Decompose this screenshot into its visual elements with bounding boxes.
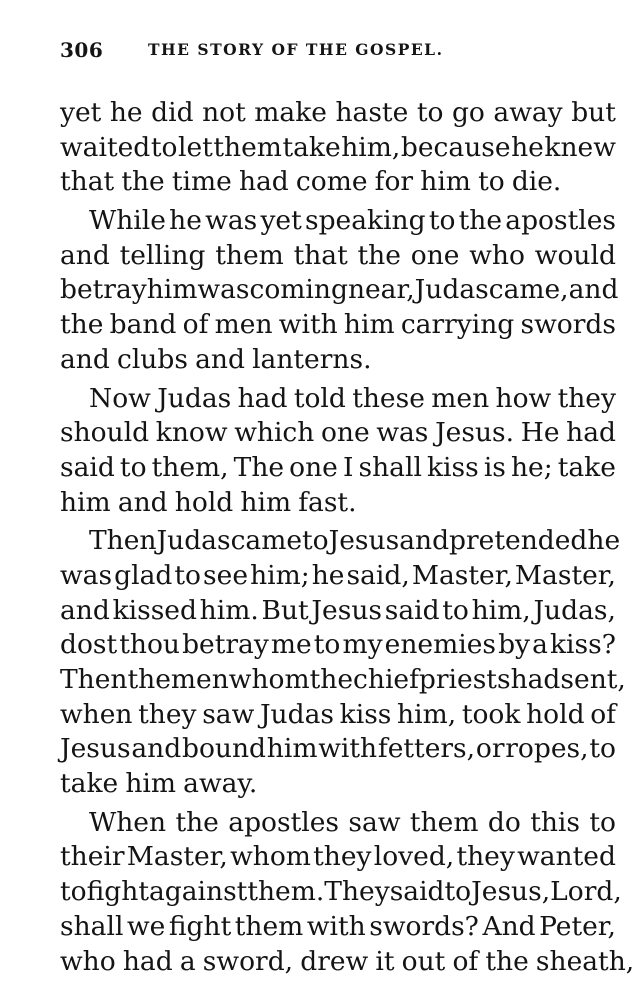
word: to bbox=[416, 97, 444, 128]
word: saw bbox=[348, 806, 401, 838]
word: carrying bbox=[400, 309, 515, 341]
word: to bbox=[313, 629, 341, 661]
word: whom bbox=[228, 664, 310, 695]
word: pretended bbox=[449, 525, 588, 557]
text-line bbox=[60, 166, 616, 201]
word: fight bbox=[168, 910, 232, 942]
word: out bbox=[401, 945, 446, 977]
word: loved, bbox=[373, 841, 455, 873]
word: would bbox=[534, 239, 616, 271]
word: And bbox=[482, 910, 536, 942]
word: kissed bbox=[112, 594, 197, 626]
word: was bbox=[60, 559, 113, 591]
word: him bbox=[266, 733, 318, 765]
word: While bbox=[89, 205, 166, 237]
paragraph bbox=[60, 806, 635, 980]
word: make bbox=[254, 97, 327, 128]
word: the bbox=[175, 806, 219, 838]
word: see bbox=[203, 559, 249, 591]
text-line bbox=[60, 417, 616, 452]
body-text bbox=[60, 97, 635, 980]
word: near, bbox=[347, 274, 415, 306]
word: was bbox=[205, 205, 258, 237]
word: but bbox=[571, 97, 616, 128]
word: Jesus bbox=[328, 525, 400, 557]
word: betray bbox=[182, 629, 269, 661]
word: the bbox=[458, 205, 503, 237]
word: him bbox=[240, 486, 292, 518]
word: him bbox=[60, 486, 111, 518]
paragraph bbox=[60, 97, 616, 201]
word: wanted bbox=[517, 841, 616, 873]
word: sent, bbox=[560, 664, 626, 695]
word: told bbox=[293, 382, 346, 414]
word: with bbox=[318, 733, 378, 765]
word: my bbox=[342, 629, 383, 661]
word: they bbox=[456, 841, 515, 873]
word: we bbox=[126, 910, 166, 942]
text-line bbox=[60, 452, 616, 487]
word: that bbox=[293, 239, 348, 271]
word: swords bbox=[520, 309, 616, 341]
word: bound bbox=[181, 733, 267, 765]
word: sheath, bbox=[535, 945, 635, 977]
word: the bbox=[127, 664, 171, 695]
word: by bbox=[498, 629, 530, 661]
word: of bbox=[590, 698, 616, 730]
text-line bbox=[60, 595, 616, 630]
word: Master, bbox=[411, 559, 513, 591]
word: telling bbox=[119, 239, 206, 271]
word: sword, bbox=[202, 945, 294, 977]
word: band bbox=[109, 309, 177, 341]
word: shall bbox=[60, 910, 124, 942]
word: die. bbox=[511, 166, 562, 198]
text-line bbox=[60, 945, 635, 981]
word: is bbox=[483, 451, 506, 483]
word: Now bbox=[89, 382, 151, 414]
word: to bbox=[428, 205, 456, 237]
word: had bbox=[510, 664, 561, 695]
word: and bbox=[568, 274, 619, 306]
text-line bbox=[60, 309, 616, 344]
word: came, bbox=[488, 274, 569, 306]
word: know bbox=[155, 417, 228, 449]
word: men bbox=[170, 664, 229, 695]
paragraph bbox=[60, 383, 616, 522]
word: fetters, bbox=[377, 733, 476, 765]
word: he bbox=[311, 559, 345, 591]
word: was bbox=[197, 274, 250, 306]
text-line bbox=[60, 664, 626, 699]
word: He bbox=[520, 417, 560, 449]
word: a bbox=[532, 629, 548, 661]
word: should bbox=[60, 417, 150, 449]
word: did bbox=[151, 97, 194, 128]
word: go bbox=[451, 97, 485, 128]
word: Peter, bbox=[539, 910, 616, 942]
word: which bbox=[234, 417, 315, 449]
word: glad bbox=[114, 559, 173, 591]
word: one bbox=[410, 239, 460, 271]
word: take bbox=[557, 451, 616, 483]
word: these bbox=[352, 382, 425, 414]
word: he bbox=[109, 97, 143, 128]
text-line bbox=[60, 876, 622, 911]
word: to bbox=[442, 594, 469, 626]
word: a bbox=[179, 945, 196, 977]
word: come bbox=[295, 166, 368, 198]
word: take bbox=[282, 131, 341, 163]
word: I bbox=[342, 451, 354, 483]
word: Master, bbox=[126, 841, 228, 873]
text-line bbox=[60, 344, 616, 379]
word: their bbox=[60, 841, 125, 873]
text-line bbox=[60, 97, 616, 132]
page-number: 306 bbox=[60, 38, 104, 62]
word: shall bbox=[358, 451, 422, 483]
word: lanterns. bbox=[252, 343, 372, 375]
word: it bbox=[375, 945, 395, 977]
text-line bbox=[60, 205, 616, 240]
word: the bbox=[121, 166, 165, 198]
word: not bbox=[202, 97, 246, 128]
word: the bbox=[309, 664, 354, 695]
word: time bbox=[171, 166, 232, 198]
text-line bbox=[60, 629, 616, 664]
word: they bbox=[557, 382, 616, 414]
word: Judas bbox=[157, 382, 232, 414]
text-line bbox=[60, 240, 616, 275]
word: and bbox=[60, 343, 110, 375]
word: had bbox=[237, 382, 288, 414]
paragraph bbox=[60, 525, 626, 803]
text-line bbox=[60, 383, 616, 418]
word: him; bbox=[250, 559, 310, 591]
word: and bbox=[195, 343, 245, 375]
word: who bbox=[469, 239, 525, 271]
word: clubs bbox=[116, 343, 188, 375]
word: hold bbox=[174, 486, 234, 518]
word: to bbox=[589, 806, 616, 838]
word: apostles bbox=[505, 205, 616, 237]
word: he bbox=[511, 131, 544, 163]
word: he bbox=[169, 205, 202, 237]
word: whom bbox=[230, 841, 311, 873]
word: do bbox=[487, 806, 521, 838]
word: said bbox=[389, 876, 445, 908]
word: fight bbox=[86, 876, 149, 908]
word: and bbox=[60, 239, 110, 271]
word: when bbox=[60, 698, 133, 730]
word: of bbox=[452, 945, 479, 977]
word: of bbox=[182, 309, 209, 341]
word: to bbox=[589, 733, 616, 765]
word: swords? bbox=[369, 910, 479, 942]
word: Judas bbox=[259, 698, 334, 730]
word: Judas, bbox=[533, 594, 616, 626]
word: thou bbox=[119, 629, 180, 661]
word: said, bbox=[346, 559, 410, 591]
text-line bbox=[60, 132, 616, 167]
word: enemies bbox=[384, 629, 496, 661]
text-line bbox=[60, 807, 616, 842]
word: him, bbox=[341, 131, 401, 163]
word: Jesus bbox=[60, 733, 131, 765]
word: men bbox=[214, 309, 273, 341]
word: Jesus, bbox=[471, 876, 551, 908]
word: took bbox=[461, 698, 521, 730]
text-line bbox=[60, 274, 619, 309]
word: apostles bbox=[228, 806, 340, 838]
paragraph bbox=[60, 205, 619, 378]
word: him, bbox=[397, 698, 457, 730]
word: him. bbox=[199, 594, 259, 626]
word: them bbox=[234, 910, 304, 942]
word: to bbox=[150, 131, 178, 163]
running-title: THE STORY OF THE GOSPEL. bbox=[148, 40, 444, 59]
word: hold bbox=[526, 698, 585, 730]
word: kiss bbox=[427, 451, 479, 483]
word: came bbox=[230, 525, 303, 557]
word: haste bbox=[335, 97, 409, 128]
word: said bbox=[60, 451, 115, 483]
word: Then bbox=[60, 664, 128, 695]
word: them bbox=[215, 239, 284, 271]
text-line bbox=[60, 487, 616, 522]
word: betray bbox=[60, 274, 147, 306]
page-header bbox=[60, 38, 616, 74]
word: or bbox=[475, 733, 505, 765]
word: and bbox=[60, 594, 110, 626]
word: Then bbox=[89, 525, 157, 557]
word: them bbox=[409, 806, 479, 838]
word: Jesus. bbox=[435, 417, 515, 449]
word: how bbox=[495, 382, 552, 414]
word: yet bbox=[60, 97, 102, 128]
word: Judas bbox=[156, 525, 231, 557]
text-line bbox=[60, 841, 616, 876]
word: and bbox=[399, 525, 450, 557]
word: him bbox=[146, 274, 198, 306]
word: ropes, bbox=[505, 733, 589, 765]
word: the bbox=[357, 239, 401, 271]
word: to bbox=[444, 876, 472, 908]
word: Jesus bbox=[311, 594, 382, 626]
word: the bbox=[60, 309, 104, 341]
word: with bbox=[278, 309, 338, 341]
word: saw bbox=[202, 698, 255, 730]
word: had bbox=[122, 945, 173, 977]
word: him bbox=[343, 309, 395, 341]
word: had bbox=[238, 166, 289, 198]
word: who bbox=[60, 945, 116, 977]
word: knew bbox=[544, 131, 616, 163]
word: kiss? bbox=[549, 629, 616, 661]
word: speaking bbox=[304, 205, 426, 237]
word: him, bbox=[471, 594, 531, 626]
word: they bbox=[138, 698, 197, 730]
word: Judas bbox=[414, 274, 489, 306]
word: to bbox=[174, 559, 201, 591]
word: with bbox=[306, 910, 366, 942]
word: said bbox=[384, 594, 440, 626]
word: yet bbox=[260, 205, 302, 237]
word: take bbox=[60, 768, 119, 800]
word: he bbox=[587, 525, 621, 557]
word: had bbox=[566, 417, 616, 449]
word: for bbox=[374, 166, 414, 198]
word: the bbox=[485, 945, 529, 977]
word: to bbox=[119, 451, 147, 483]
word: was bbox=[376, 417, 429, 449]
word: one bbox=[289, 451, 338, 483]
word: this bbox=[530, 806, 580, 838]
word: me bbox=[270, 629, 312, 661]
text-line bbox=[60, 560, 616, 595]
word: away. bbox=[183, 768, 258, 800]
word: coming bbox=[249, 274, 348, 306]
word: But bbox=[261, 594, 309, 626]
word: and bbox=[131, 733, 182, 765]
word: away bbox=[493, 97, 563, 128]
word: dost bbox=[60, 629, 118, 661]
word: waited bbox=[60, 131, 151, 163]
word: they bbox=[313, 841, 372, 873]
word: them bbox=[213, 131, 282, 163]
word: him bbox=[125, 768, 177, 800]
text-line bbox=[60, 911, 616, 946]
word: priests bbox=[418, 664, 511, 695]
word: kiss bbox=[339, 698, 392, 730]
word: to bbox=[478, 166, 505, 198]
text-line bbox=[60, 525, 621, 560]
word: to bbox=[60, 876, 87, 908]
word: against bbox=[148, 876, 248, 908]
word: Master, bbox=[514, 559, 616, 591]
word: let bbox=[178, 131, 213, 163]
text-line bbox=[60, 733, 616, 768]
word: him bbox=[420, 166, 471, 198]
word: When bbox=[89, 806, 167, 838]
word: chief bbox=[353, 664, 419, 695]
word: that bbox=[60, 166, 115, 198]
word: them, bbox=[151, 451, 229, 483]
word: drew bbox=[300, 945, 369, 977]
word: The bbox=[233, 451, 285, 483]
word: Lord, bbox=[550, 876, 622, 908]
text-line bbox=[60, 768, 616, 803]
text-line bbox=[60, 699, 616, 734]
word: he; bbox=[510, 451, 553, 483]
word: to bbox=[302, 525, 329, 557]
word: one bbox=[320, 417, 370, 449]
word: fast. bbox=[298, 486, 357, 518]
word: They bbox=[324, 876, 390, 908]
word: because bbox=[400, 131, 511, 163]
word: and bbox=[117, 486, 168, 518]
word: them. bbox=[247, 876, 325, 908]
word: men bbox=[431, 382, 490, 414]
